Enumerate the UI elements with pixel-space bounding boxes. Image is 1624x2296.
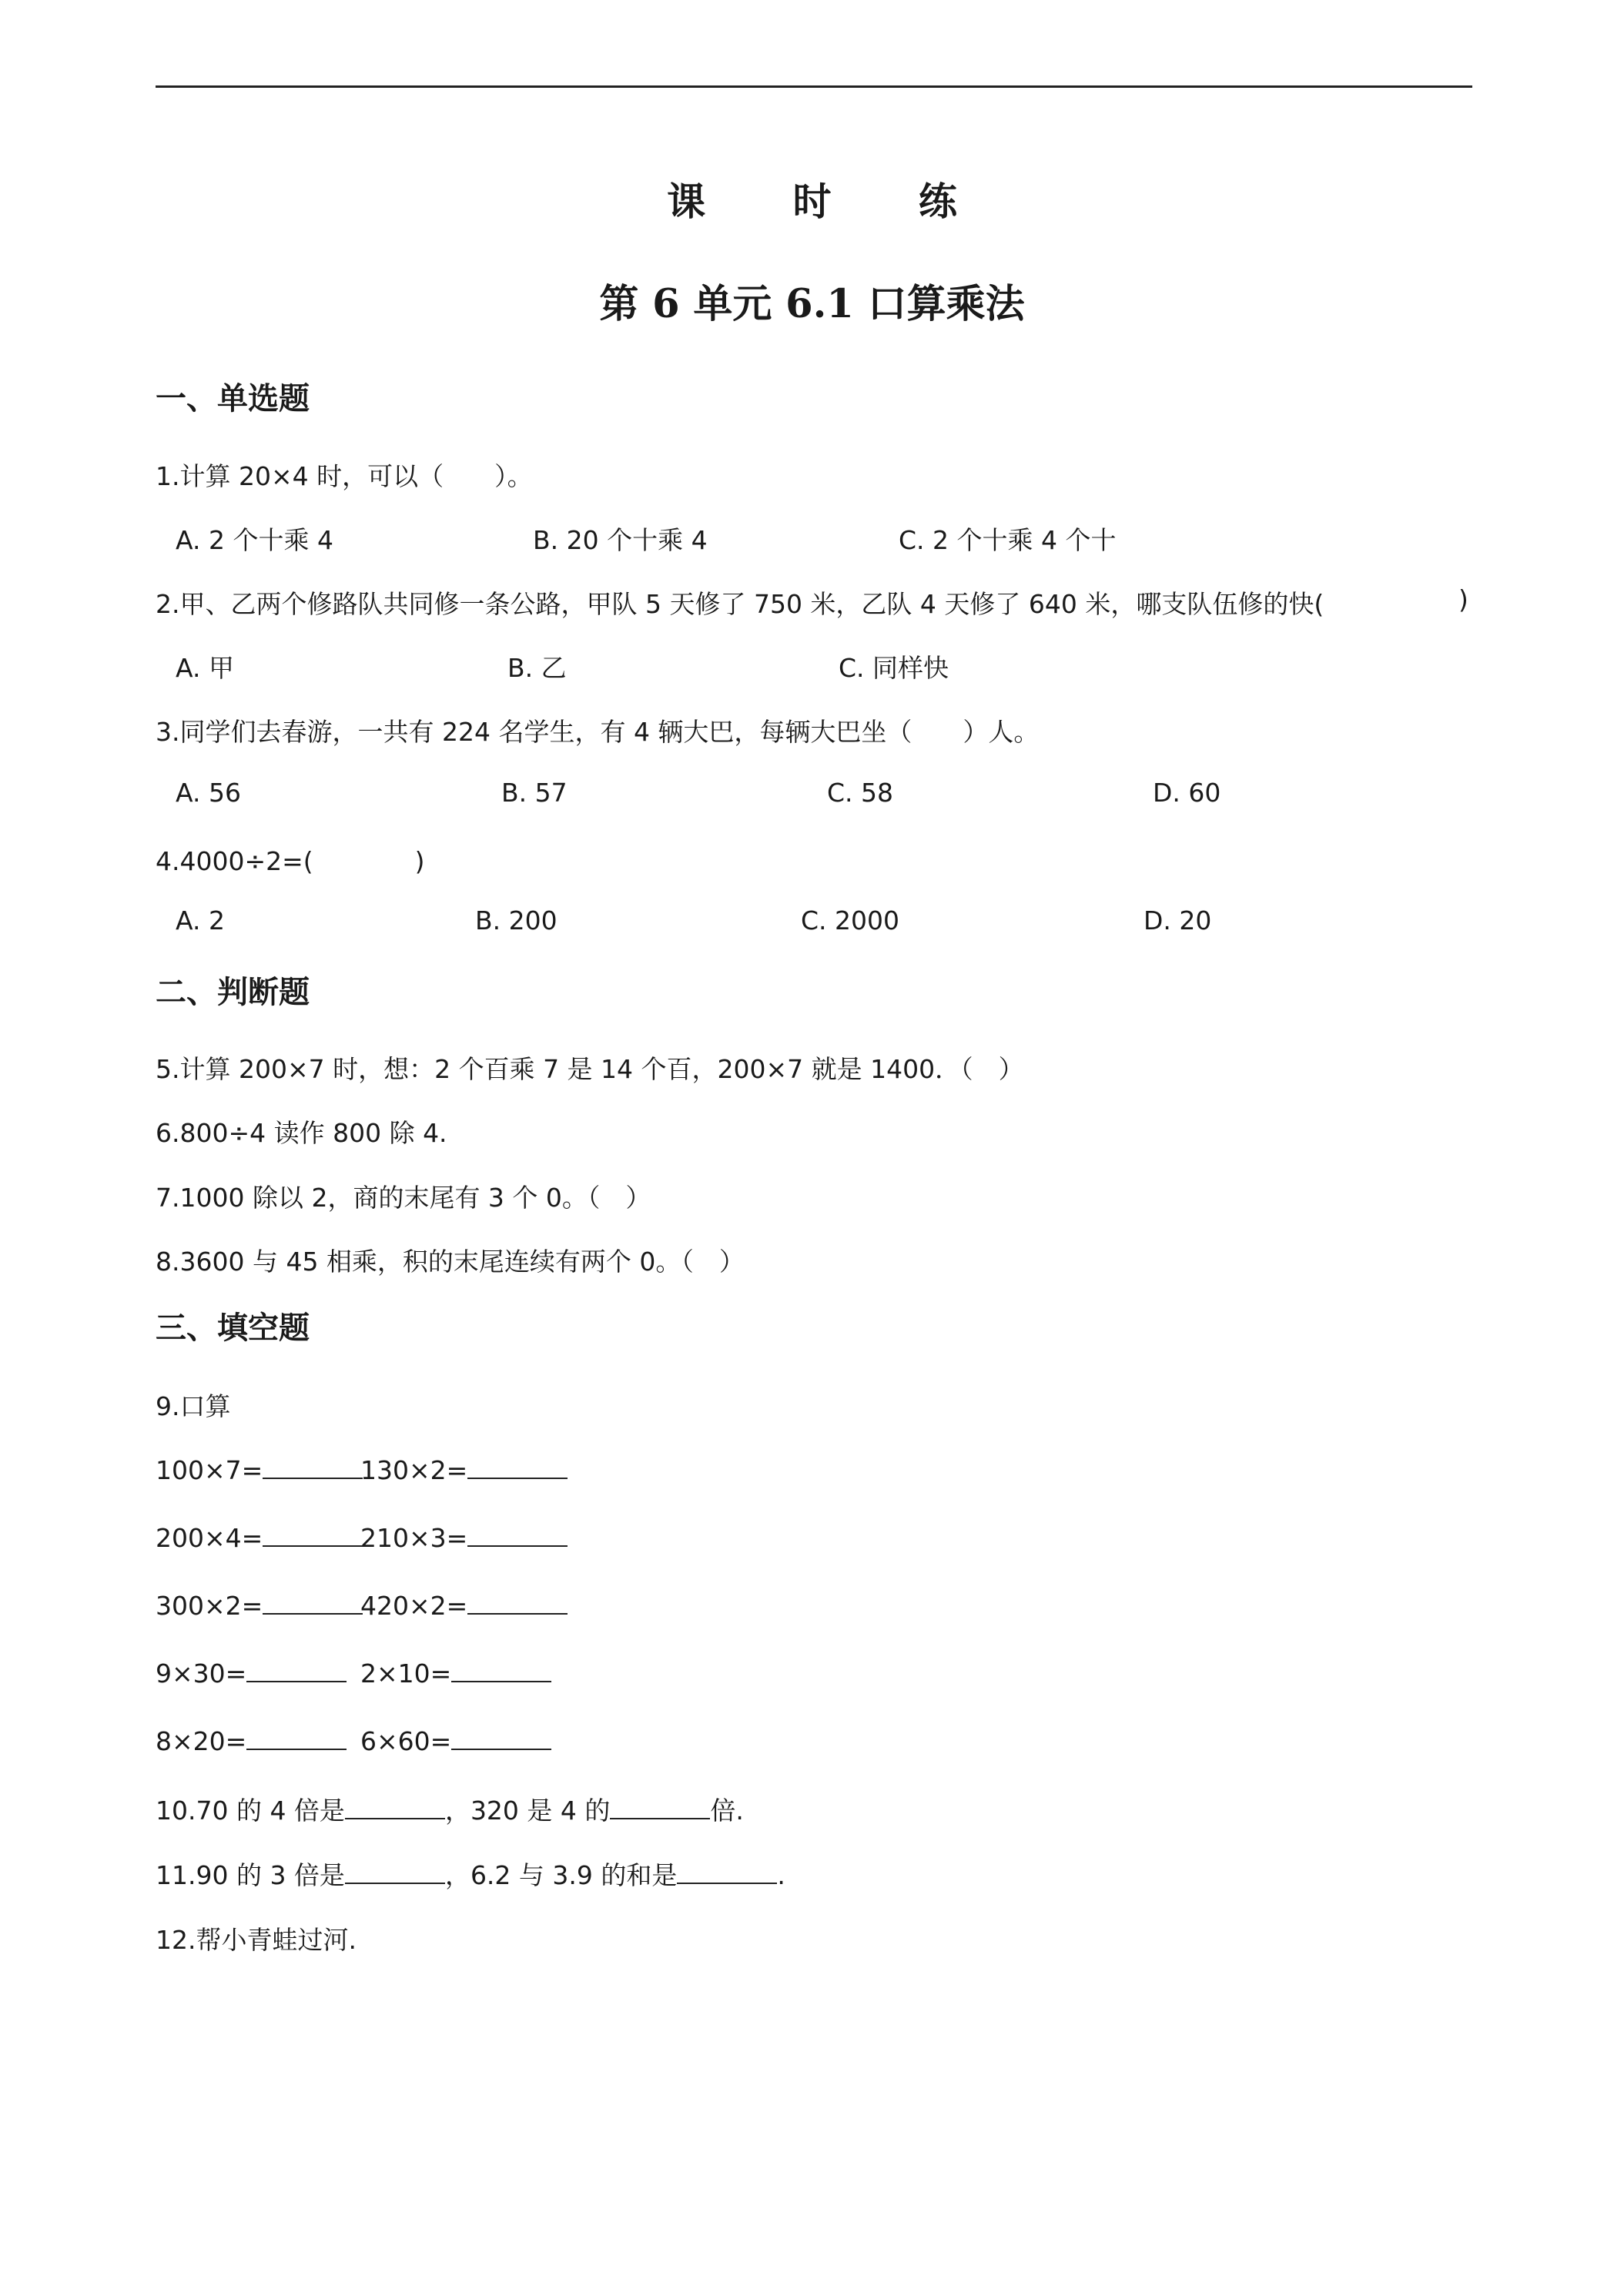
calc-expr: 2×10= xyxy=(360,1658,452,1689)
answer-blank[interactable] xyxy=(263,1454,363,1479)
calc-expr: 6×60= xyxy=(360,1726,452,1756)
calc-expr: 210×3= xyxy=(360,1523,468,1553)
calc-row-4-right xyxy=(360,1658,551,1689)
question-12: 12.帮小青蛙过河. xyxy=(156,1925,357,1955)
calc-row-5-left xyxy=(156,1725,347,1756)
answer-blank[interactable] xyxy=(246,1658,347,1682)
q1-option-b: B. 20 个十乘 4 xyxy=(533,525,708,555)
q1-option-a: A. 2 个十乘 4 xyxy=(176,525,333,555)
q2-option-b: B. 乙 xyxy=(507,653,567,683)
q3-option-c: C. 58 xyxy=(827,778,894,808)
question-4: 4.4000÷2=( ) xyxy=(156,846,425,876)
calc-row-3-left xyxy=(156,1590,363,1621)
question-7: 7.1000 除以 2，商的末尾有 3 个 0。（ ） xyxy=(156,1183,651,1213)
section-heading-single-choice: 一、单选题 xyxy=(156,380,310,417)
answer-blank[interactable] xyxy=(345,1859,445,1884)
header-rule xyxy=(156,85,1472,88)
q3-option-b: B. 57 xyxy=(501,778,568,808)
answer-blank[interactable] xyxy=(451,1725,551,1750)
answer-blank[interactable] xyxy=(246,1725,347,1750)
answer-blank[interactable] xyxy=(677,1859,777,1884)
calc-expr: 420×2= xyxy=(360,1591,468,1621)
answer-blank[interactable] xyxy=(451,1658,551,1682)
q2-option-a: A. 甲 xyxy=(176,653,234,683)
page-subtitle: 第 6 单元 6.1 口算乘法 xyxy=(599,281,1025,327)
answer-blank[interactable] xyxy=(610,1795,710,1819)
question-1: 1.计算 20×4 时，可以（ ）。 xyxy=(156,461,533,491)
q1-option-c: C. 2 个十乘 4 个十 xyxy=(899,525,1117,555)
calc-expr: 200×4= xyxy=(156,1523,263,1553)
calc-expr: 300×2= xyxy=(156,1591,263,1621)
q4-option-c: C. 2000 xyxy=(801,905,900,935)
calc-row-5-right xyxy=(360,1725,551,1756)
answer-blank[interactable] xyxy=(345,1795,445,1819)
question-9: 9.口算 xyxy=(156,1391,231,1421)
q4-option-b: B. 200 xyxy=(475,905,558,935)
q11-part-3: . xyxy=(777,1860,785,1890)
section-heading-true-false: 二、判断题 xyxy=(156,974,310,1010)
question-10 xyxy=(156,1791,744,1827)
q3-option-d: D. 60 xyxy=(1153,778,1221,808)
q10-part-1: 10.70 的 4 倍是 xyxy=(156,1796,345,1826)
question-5: 5.计算 200×7 时，想：2 个百乘 7 是 14 个百，200×7 就是 1400．（ ） xyxy=(156,1054,1024,1084)
answer-blank[interactable] xyxy=(467,1522,568,1547)
calc-expr: 100×7= xyxy=(156,1455,263,1485)
q11-part-2: ，6.2 与 3.9 的和是 xyxy=(444,1860,678,1890)
question-3: 3.同学们去春游，一共有 224 名学生，有 4 辆大巴，每辆大巴坐（ ）人。 xyxy=(156,717,1040,747)
q11-part-1: 11.90 的 3 倍是 xyxy=(156,1860,345,1890)
page-title: 课 时 练 xyxy=(667,179,994,224)
q3-option-a: A. 56 xyxy=(176,778,241,808)
question-6: 6.800÷4 读作 800 除 4. xyxy=(156,1118,447,1148)
answer-blank[interactable] xyxy=(263,1522,363,1547)
q10-part-3: 倍. xyxy=(710,1796,744,1826)
calc-row-2-right xyxy=(360,1522,568,1553)
section-heading-fill-blank: 三、填空题 xyxy=(156,1310,310,1346)
calc-row-1-right xyxy=(360,1454,568,1485)
calc-row-2-left xyxy=(156,1522,363,1553)
calc-expr: 8×20= xyxy=(156,1726,247,1756)
answer-blank[interactable] xyxy=(467,1454,568,1479)
q10-part-2: ，320 是 4 的 xyxy=(444,1796,611,1826)
q4-option-a: A. 2 xyxy=(176,905,225,935)
answer-blank[interactable] xyxy=(263,1590,363,1615)
q2-option-c: C. 同样快 xyxy=(839,653,949,683)
question-2: 2.甲、乙两个修路队共同修一条公路，甲队 5 天修了 750 米，乙队 4 天修了 640 米，哪支队伍修的快( xyxy=(156,589,1324,619)
q2-close-paren: ) xyxy=(1458,584,1468,614)
calc-row-1-left xyxy=(156,1454,363,1485)
q4-option-d: D. 20 xyxy=(1143,905,1212,935)
answer-blank[interactable] xyxy=(467,1590,568,1615)
calc-row-3-right xyxy=(360,1590,568,1621)
calc-row-4-left xyxy=(156,1658,347,1689)
question-8: 8.3600 与 45 相乘，积的末尾连续有两个 0。（ ） xyxy=(156,1247,745,1277)
question-11 xyxy=(156,1856,785,1892)
calc-expr: 130×2= xyxy=(360,1455,468,1485)
calc-expr: 9×30= xyxy=(156,1658,247,1689)
